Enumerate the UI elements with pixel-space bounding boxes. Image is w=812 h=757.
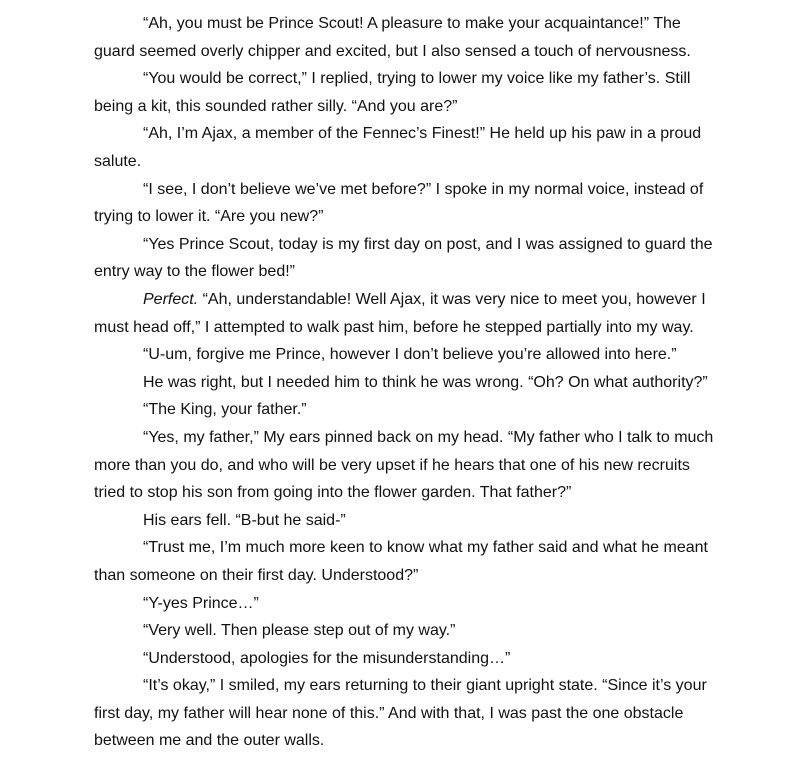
text-line: “Very well. Then please step out of my way.” <box>143 622 456 639</box>
text-line: tried to stop his son from going into the flower garden. That father?” <box>94 484 572 501</box>
text-line: between me and the outer walls. <box>94 732 325 749</box>
text-line: He was right, but I needed him to think he was wrong. “Oh? On what authority?” <box>143 374 708 391</box>
text-line: “Yes Prince Scout, today is my first day on post, and I was assigned to guard the <box>143 236 713 253</box>
text-line: “It’s okay,” I smiled, my ears returning to their giant upright state. “Since it’s your <box>143 677 707 694</box>
text-line: “The King, your father.” <box>143 401 307 418</box>
text-line: “Ah, you must be Prince Scout! A pleasure to make your acquaintance!” The <box>143 15 681 32</box>
text-line: “Yes, my father,” My ears pinned back on my head. “My father who I talk to much <box>143 429 714 446</box>
text-line: His ears fell. “B-but he said-” <box>143 512 346 529</box>
text-line: salute. <box>94 153 142 170</box>
text-line: “Y-yes Prince…” <box>143 595 259 612</box>
text-line: more than you do, and who will be very upset if he hears that one of his new recruits <box>94 457 690 474</box>
text-line: “Trust me, I’m much more keen to know what my father said and what he meant <box>143 539 708 556</box>
text-line: “You would be correct,” I replied, trying to lower my voice like my father’s. Still <box>143 70 691 87</box>
text-line: trying to lower it. “Are you new?” <box>94 208 324 225</box>
text-line: “U-um, forgive me Prince, however I don’t believe you’re allowed into here.” <box>143 346 677 363</box>
text-line: being a kit, this sounded rather silly. “And you are?” <box>94 98 458 115</box>
text-line: “Understood, apologies for the misunderstanding…” <box>143 650 511 667</box>
emphasis-text: Perfect. <box>143 291 199 308</box>
text-run: “Ah, understandable! Well Ajax, it was very nice to meet you, however I <box>198 291 706 308</box>
text-line: than someone on their first day. Understood?” <box>94 567 419 584</box>
text-line: must head off,” I attempted to walk past him, before he stepped partially into my way. <box>94 319 694 336</box>
text-line: entry way to the flower bed!” <box>94 263 295 280</box>
text-line <box>143 290 706 310</box>
text-line: “I see, I don’t believe we’ve met before?” I spoke in my normal voice, instead of <box>143 181 704 198</box>
text-line: first day, my father will hear none of this.” And with that, I was past the one obstacle <box>94 705 684 722</box>
text-line: guard seemed overly chipper and excited, but I also sensed a touch of nervousness. <box>94 43 691 60</box>
text-line: “Ah, I’m Ajax, a member of the Fennec’s Finest!” He held up his paw in a proud <box>143 125 702 142</box>
